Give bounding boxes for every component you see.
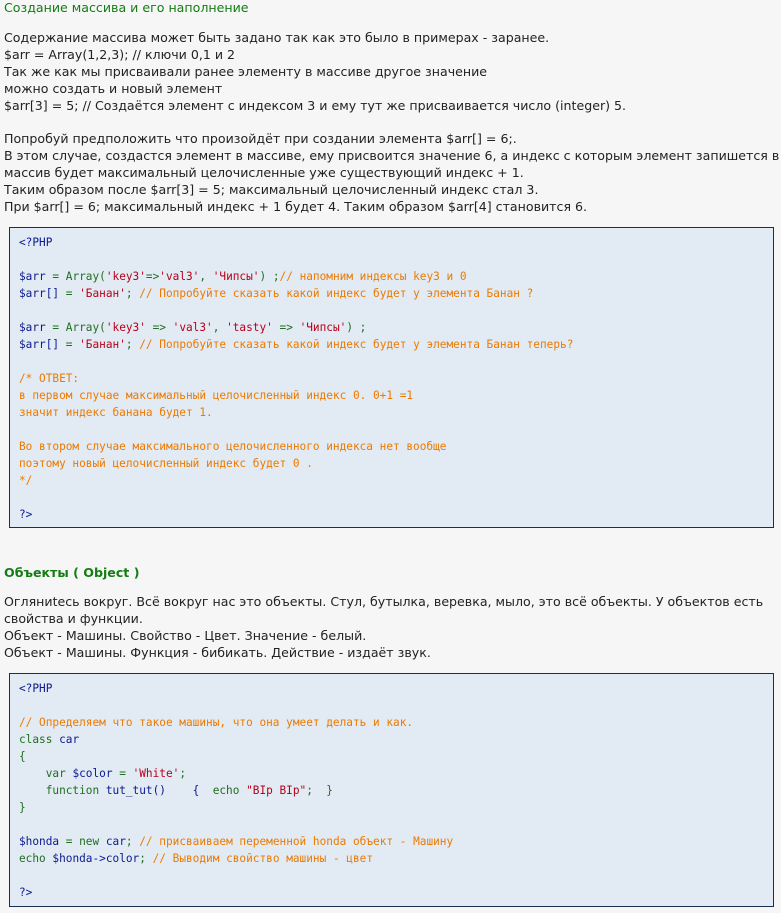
code-token: , [212,321,227,334]
code-line [19,782,773,799]
text-line: Содержание массива может быть задано так как это было в примерах - заранее. [4,30,550,45]
code-line [19,268,773,285]
code-token: => [145,270,160,283]
code-line [19,833,773,850]
code-line [19,489,773,506]
code-token: ; [125,835,140,848]
code-comment: значит индекс банана будет 1. [19,406,213,419]
code-line [19,285,773,302]
code-comment: /* ОТВЕТ: [19,372,80,385]
text-line: массив будет максимальный целочисленные уже существующий индекс + 1. [4,165,524,180]
paragraph-objects-intro [4,593,780,661]
text-line: $arr = Array(1,2,3); // ключи 0,1 и 2 [4,47,236,62]
text-line: Объект - Машины. Свойство - Цвет. Значение - белый. [4,628,367,643]
text-line: В этом случае, создастся элемент в массиве, ему присвоится значение 6, а индекс с которым элемент запишется в [4,148,780,163]
code-token: ; [125,338,140,351]
code-line [19,353,773,370]
php-close-tag: ?> [19,886,33,899]
code-token: 'tasty' [226,321,273,334]
code-token: 'Чипсы' [212,270,260,283]
code-token: 'key3' [105,270,146,283]
code-line [19,506,773,523]
code-token: $honda-> [52,852,106,865]
code-line [19,816,773,833]
code-block-objects [9,673,774,907]
code-line [19,302,773,319]
code-token: $arr[] [19,287,60,300]
code-token: $arr [19,270,46,283]
code-token: ; [139,852,153,865]
code-token: 'Банан' [79,287,126,300]
code-token: = [59,287,80,300]
code-comment: // Попробуйте сказать какой индекс будет у элемента Банан теперь? [139,338,574,351]
code-comment [19,421,773,438]
code-line [19,319,773,336]
code-comment: // Выводим свойство машины - цвет [152,852,374,865]
code-token: 'Банан' [79,338,126,351]
code-line [19,336,773,353]
code-token: tut_tut() { [99,784,213,797]
text-line: Попробуй предположить что произойдёт при создании элемента $arr[] = 6;. [4,131,517,146]
code-comment: // присваиваем переменной honda объект - Машину [139,835,454,848]
code-token: => [272,321,300,334]
text-line: При $arr[] = 6; максимальный индекс + 1 будет 4. Таким образом $arr[4] становится 6. [4,199,588,214]
code-token: = [45,321,66,334]
paragraph-array-append [4,130,780,215]
code-token: $color [72,767,113,780]
php-close-tag: ?> [19,508,33,521]
code-token: ; [179,767,187,780]
code-token: 'White' [132,767,180,780]
code-line [19,884,773,901]
code-line [19,748,773,765]
code-line [19,799,773,816]
text-line: Так же как мы присваивали ранее элементу в массиве другое значение [4,64,488,79]
code-token: $honda [19,835,60,848]
code-token: function [19,784,100,797]
section-title-arrays: Создание массива и его наполнение [4,0,249,15]
code-token: } [19,801,26,814]
code-token: = [45,270,66,283]
code-block-arrays [9,227,774,528]
code-token: 'key3' [105,321,146,334]
text-line: свойства и функции. [4,611,143,626]
text-line: Огляниtесь вокруг. Всё вокруг нас это объекты. Стул, бутылка, веревка, мыло, это всё объекты. У объектов есть [4,594,764,609]
code-token: ; } [306,784,333,797]
code-token: echo [212,784,247,797]
paragraph-array-intro [4,29,780,114]
code-line [19,850,773,867]
code-token: ) ; [346,321,367,334]
code-line [19,867,773,884]
code-comment: */ [19,474,33,487]
code-token: Array( [65,321,106,334]
code-comment: // напомним индексы key3 и 0 [279,270,467,283]
php-open-tag: <?PHP [19,236,53,249]
code-token: car [52,733,80,746]
section-title-objects: Объекты ( Object ) [4,565,140,580]
code-line [19,251,773,268]
code-line [19,234,773,251]
code-line [19,765,773,782]
code-comment: // Попробуйте сказать какой индекс будет у элемента Банан ? [139,287,534,300]
code-token: echo [19,852,53,865]
code-token: ; [125,287,140,300]
code-token: new [79,835,100,848]
code-token: class [19,733,53,746]
code-token: $arr [19,321,46,334]
code-token: = [59,835,80,848]
code-token: color [105,852,140,865]
code-comment: Во втором случае максимального целочисленного индекса нет вообще [19,440,447,453]
text-line: $arr[3] = 5; // Создаётся элемент с индексом 3 и ему тут же присваивается число (integer) 5. [4,98,627,113]
code-token: ) ; [259,270,280,283]
code-token: $arr[] [19,338,60,351]
code-token: var [19,767,73,780]
text-line: Таким образом после $arr[3] = 5; максимальный целочисленный индекс стал 3. [4,182,539,197]
code-token: 'Чипсы' [299,321,347,334]
code-line [19,731,773,748]
code-token: { [19,750,26,763]
code-line [19,697,773,714]
code-token: "BIp BIp" [246,784,307,797]
code-token: 'val3' [159,270,200,283]
code-token: => [145,321,173,334]
code-token: 'val3' [172,321,213,334]
code-comment: в первом случае максимальный целочисленный индекс 0. 0+1 =1 [19,389,414,402]
code-token: Array( [65,270,106,283]
code-token: , [199,270,213,283]
code-comment: поэтому новый целочисленный индекс будет 0 . [19,457,313,470]
code-comment: // Определяем что такое машины, что она умеет делать и как. [19,716,414,729]
code-token: car [99,835,126,848]
code-token: = [59,338,80,351]
code-token: = [112,767,133,780]
code-line [19,680,773,697]
text-line: Объект - Машины. Функция - бибикать. Действие - издаёт звук. [4,645,431,660]
php-open-tag: <?PHP [19,682,53,695]
text-line: можно создать и новый элемент [4,81,223,96]
